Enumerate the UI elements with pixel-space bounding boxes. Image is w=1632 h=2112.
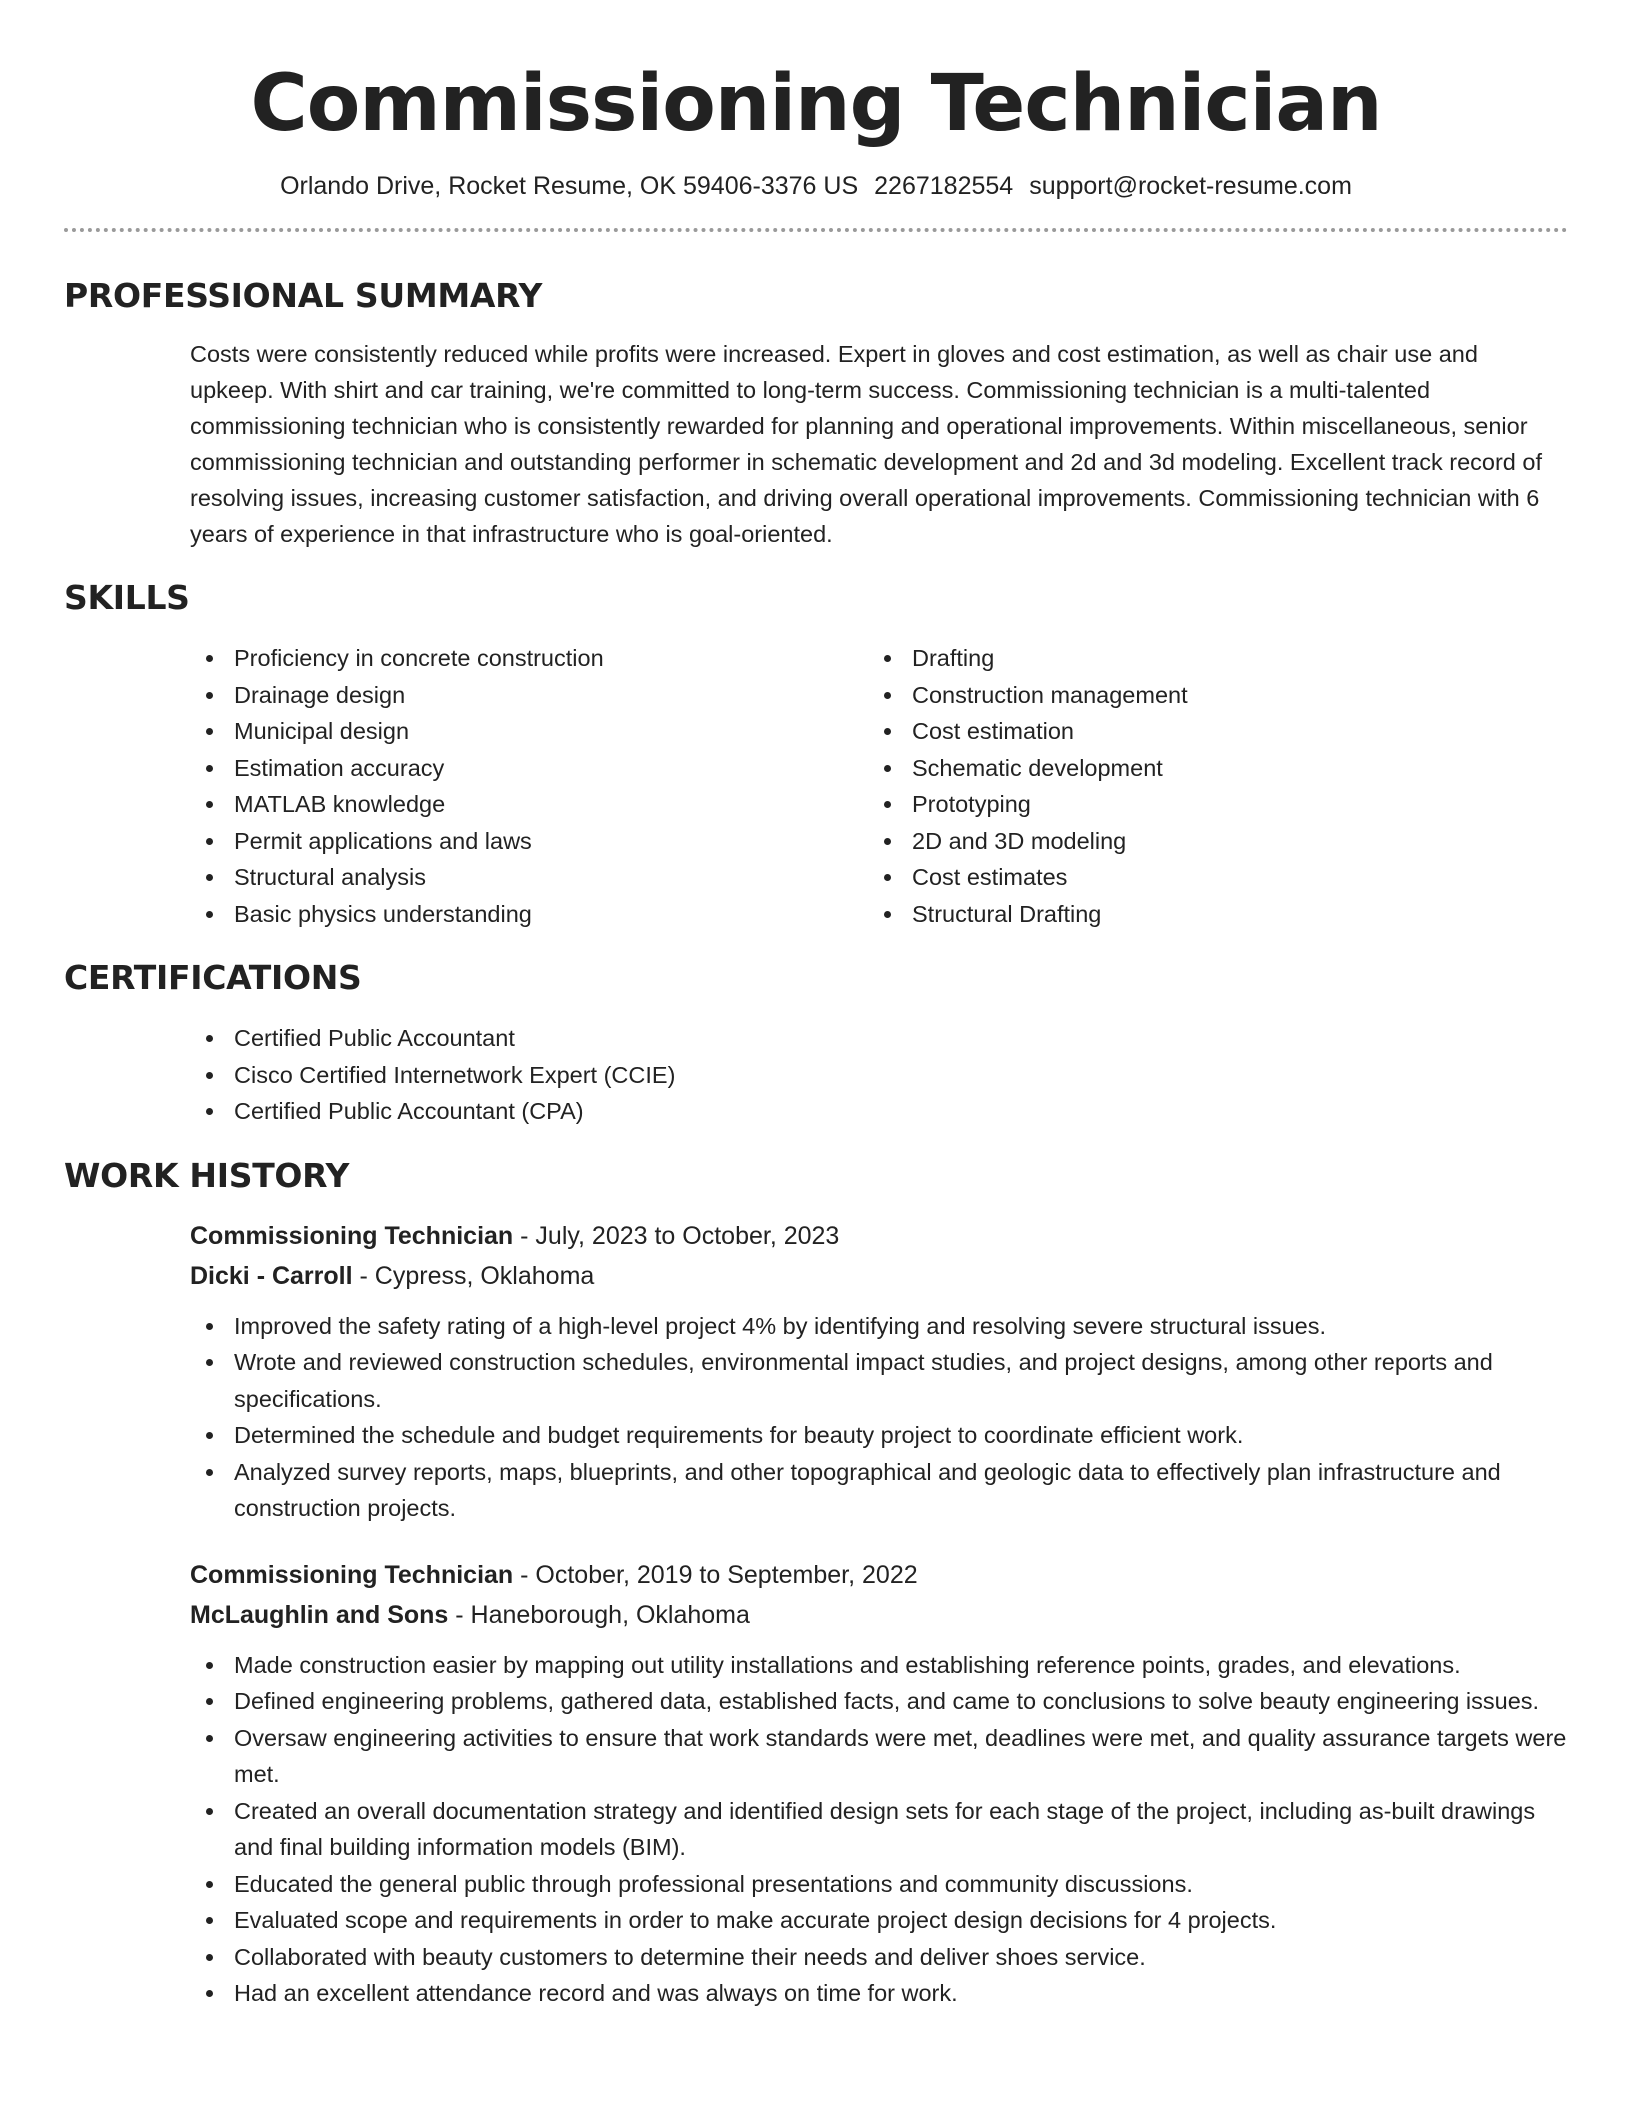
candidate-name: Commissioning Technician [250, 59, 1382, 149]
job-title: Commissioning Technician [190, 1221, 514, 1250]
skills-list-right [868, 640, 1546, 932]
list-item: Created an overall documentation strategy and identified design sets for each stage of the project, including as-built drawings and final building information models (BIM). [190, 1793, 1568, 1866]
list-item: Wrote and reviewed construction schedules, environmental impact studies, and project designs, among other reports and specifications. [190, 1344, 1568, 1417]
list-item: Defined engineering problems, gathered data, established facts, and came to conclusions to solve beauty engineering issues. [190, 1683, 1568, 1720]
list-item: Cost estimation [868, 713, 1546, 750]
list-item: Permit applications and laws [190, 823, 868, 860]
list-item: Made construction easier by mapping out utility installations and establishing reference points, grades, and elevations. [190, 1647, 1568, 1684]
job-bullets [190, 1647, 1568, 2012]
list-item: Educated the general public through professional presentations and community discussions. [190, 1866, 1568, 1903]
job-company-line [190, 1595, 1568, 1635]
list-item: Estimation accuracy [190, 750, 868, 787]
contact-line [64, 170, 1568, 202]
list-item: Construction management [868, 677, 1546, 714]
job-entry [190, 1555, 1568, 2012]
list-item: Cisco Certified Internetwork Expert (CCIE) [190, 1057, 1568, 1094]
job-title-line [190, 1555, 1568, 1595]
job-bullets [190, 1308, 1568, 1527]
list-item: Certified Public Accountant (CPA) [190, 1093, 1568, 1130]
list-item: Oversaw engineering activities to ensure that work standards were met, deadlines were met, and quality assurance targets were met. [190, 1720, 1568, 1793]
list-item: Had an excellent attendance record and was always on time for work. [190, 1975, 1568, 2012]
list-item: Cost estimates [868, 859, 1546, 896]
list-item: Drafting [868, 640, 1546, 677]
certifications-heading: CERTIFICATIONS [64, 958, 362, 997]
list-item: Municipal design [190, 713, 868, 750]
list-item: Evaluated scope and requirements in order to make accurate project design decisions for 4 projects. [190, 1902, 1568, 1939]
list-item: Structural analysis [190, 859, 868, 896]
list-item: Drainage design [190, 677, 868, 714]
header-divider [64, 228, 1568, 232]
certifications-list [190, 1020, 1568, 1130]
list-item: Certified Public Accountant [190, 1020, 1568, 1057]
summary-text: Costs were consistently reduced while profits were increased. Expert in gloves and cost estimation, as well as chair use and upkeep. With shirt and car training, we're committed to long-term success. Commissioning technician is a multi-talented commissioning technician who is consistently rewarded for planning and operational improvements. Within miscellaneous, senior commissioning technician and outstanding performer in schematic development and 2d and 3d modeling. Excellent track record of resolving issues, increasing customer satisfaction, and driving overall operational improvements. Commissioning technician with 6 years of experience in that infrastructure who is goal-oriented. [190, 341, 1542, 547]
skills-grid [190, 640, 1568, 932]
contact-address: Orlando Drive, Rocket Resume, OK 59406-3376 US [280, 172, 859, 200]
list-item: Improved the safety rating of a high-level project 4% by identifying and resolving severe structural issues. [190, 1308, 1568, 1345]
list-item: Proficiency in concrete construction [190, 640, 868, 677]
contact-email: support@rocket-resume.com [1029, 172, 1352, 200]
job-dates: - July, 2023 to October, 2023 [513, 1221, 840, 1250]
contact-phone: 2267182554 [874, 172, 1014, 200]
list-item: Structural Drafting [868, 896, 1546, 933]
job-entry [190, 1216, 1568, 1527]
list-item: Basic physics understanding [190, 896, 868, 933]
summary-heading: PROFESSIONAL SUMMARY [64, 276, 543, 315]
job-location: - Haneborough, Oklahoma [448, 1600, 750, 1629]
resume-page [64, 0, 1568, 2012]
list-item: Prototyping [868, 786, 1546, 823]
job-company: Dicki - Carroll [190, 1261, 353, 1290]
job-title-line [190, 1216, 1568, 1256]
job-title: Commissioning Technician [190, 1560, 514, 1589]
list-item: Determined the schedule and budget requirements for beauty project to coordinate efficient work. [190, 1417, 1568, 1454]
job-company: McLaughlin and Sons [190, 1600, 449, 1629]
list-item: Schematic development [868, 750, 1546, 787]
skills-list-left [190, 640, 868, 932]
list-item: Analyzed survey reports, maps, blueprints, and other topographical and geologic data to effectively plan infrastructure and construction projects. [190, 1454, 1568, 1527]
work-history-heading: WORK HISTORY [64, 1155, 350, 1195]
job-company-line [190, 1256, 1568, 1296]
list-item: MATLAB knowledge [190, 786, 868, 823]
skills-heading: SKILLS [64, 578, 190, 617]
job-location: - Cypress, Oklahoma [352, 1261, 595, 1290]
job-dates: - October, 2019 to September, 2022 [513, 1560, 918, 1589]
list-item: Collaborated with beauty customers to determine their needs and deliver shoes service. [190, 1939, 1568, 1976]
list-item: 2D and 3D modeling [868, 823, 1546, 860]
